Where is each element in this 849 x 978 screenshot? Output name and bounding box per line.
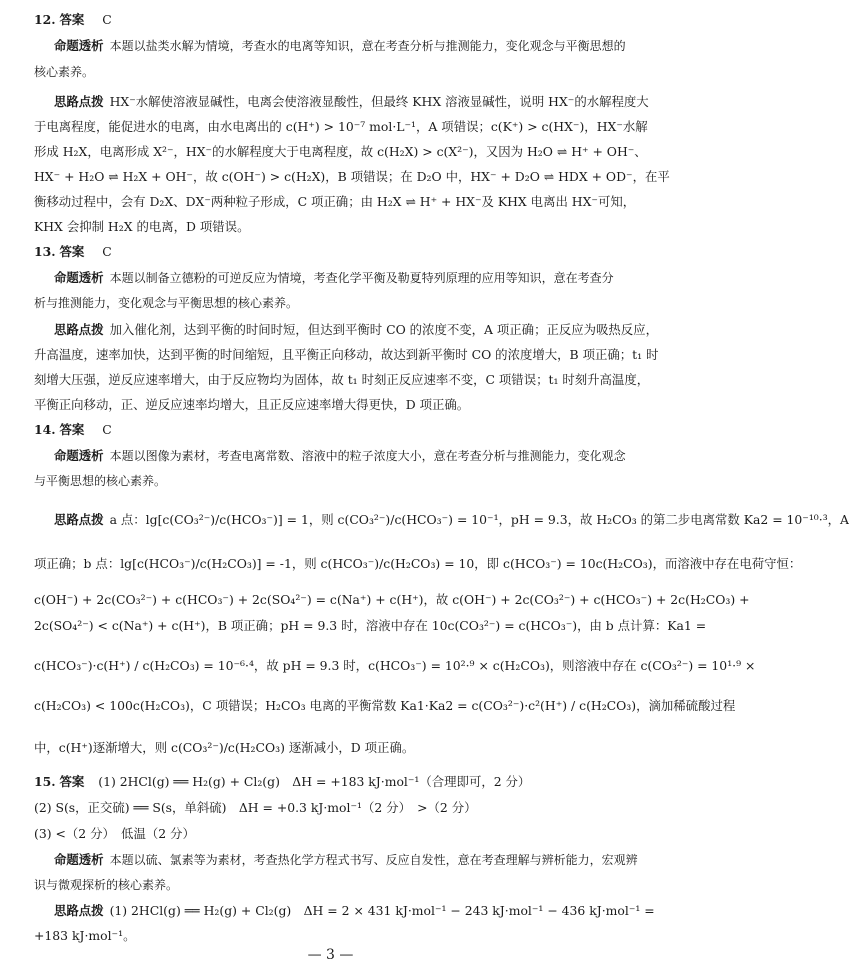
- q12-number: 12.: [34, 12, 56, 27]
- q14-line-2: 思路点拨 a 点：lg[c(CO₃²⁻)/c(HCO₃⁻)] = 1，则 c(CO₃²⁻)/c(HCO₃⁻) = 10⁻¹，pH = 9.3，故 H₂CO₃ 的第二步电离常数 Ka2 = 10⁻¹⁰·³，A: [54, 512, 849, 527]
- q14-line-7: c(H₂CO₃) < 100c(H₂CO₃)，C 项错误；H₂CO₃ 电离的平衡常数 Ka1·Ka2 = c(CO₃²⁻)·c²(H⁺) / c(H₂CO₃)，滴加稀硫酸过程: [34, 698, 736, 713]
- q14-line-0: 命题透析 本题以图像为素材，考查电离常数、溶液中的粒子浓度大小，意在考查分析与推测能力，变化观念: [54, 448, 626, 463]
- q13-number: 13.: [34, 244, 56, 259]
- q14-answer-label: 答案: [59, 422, 85, 437]
- page-number: — 3 —: [307, 947, 354, 963]
- q15-answer-label: 答案: [59, 774, 85, 789]
- q14-header: [34, 422, 695, 438]
- q12-answer: C: [102, 12, 112, 27]
- q12-line-1: 核心素养。: [34, 65, 95, 79]
- q13-answer-label: 答案: [59, 244, 85, 259]
- q15-answer-line-0: (1) 2HCl(g) ══ H₂(g) + Cl₂(g) ΔH = +183 kJ·mol⁻¹（合理即可，2 分）: [98, 774, 531, 789]
- q15-line-2: 思路点拨 (1) 2HCl(g) ══ H₂(g) + Cl₂(g) ΔH = 2 × 431 kJ·mol⁻¹ − 243 kJ·mol⁻¹ − 436 kJ·mol⁻¹ =: [54, 903, 655, 918]
- q12-answer-label: 答案: [59, 12, 85, 27]
- q15-header: [34, 774, 695, 790]
- q14-line-4: c(OH⁻) + 2c(CO₃²⁻) + c(HCO₃⁻) + 2c(SO₄²⁻) = c(Na⁺) + c(H⁺)，故 c(OH⁻) + 2c(CO₃²⁻) + c(HCO₃⁻) + 2c(H₂CO₃) +: [34, 592, 750, 607]
- q13-line-1: 析与推测能力，变化观念与平衡思想的核心素养。: [34, 296, 299, 310]
- q12-line-0: 命题透析 本题以盐类水解为情境，考查水的电离等知识，意在考查分析与推测能力，变化观念与平衡思想的: [54, 38, 626, 53]
- q12-line-3: 于电离程度，能促进水的电离，由水电离出的 c(H⁺) > 10⁻⁷ mol·L⁻¹，A 项错误；c(K⁺) > c(HX⁻)，HX⁻水解: [34, 119, 648, 134]
- q12-line-7: KHX 会抑制 H₂X 的电离，D 项错误。: [34, 219, 250, 234]
- q12-line-6: 衡移动过程中，会有 D₂X、DX⁻两种粒子形成，C 项正确；由 H₂X ⇌ H⁺ + HX⁻及 KHX 电离出 HX⁻可知，: [34, 194, 636, 209]
- q15-answer-line-2: (3) <（2 分） 低温（2 分）: [34, 826, 195, 841]
- q14-number: 14.: [34, 422, 56, 437]
- q13-header: [34, 244, 695, 260]
- q13-line-4: 刻增大压强，逆反应速率增大，由于反应物均为固体，故 t₁ 时刻正反应速率不变，C 项错误；t₁ 时刻升高温度，: [34, 372, 650, 387]
- q13-line-0: 命题透析 本题以制备立德粉的可逆反应为情境，考查化学平衡及勒夏特列原理的应用等知识，意在考查分: [54, 270, 614, 285]
- q13-line-5: 平衡正向移动，正、逆反应速率均增大，且正反应速率增大得更快，D 项正确。: [34, 397, 470, 412]
- q13-answer: C: [102, 244, 112, 259]
- q15-answer-line-1: (2) S(s，正交硫) ══ S(s，单斜硫) ΔH = +0.3 kJ·mol⁻¹（2 分） >（2 分）: [34, 800, 477, 815]
- q14-line-3: 项正确；b 点：lg[c(HCO₃⁻)/c(H₂CO₃)] = -1，则 c(HCO₃⁻)/c(H₂CO₃) = 10，即 c(HCO₃⁻) = 10c(H₂CO₃)，而溶液中存在电荷守恒：: [34, 556, 802, 571]
- q14-answer: C: [102, 422, 112, 437]
- q15-line-1: 识与微观探析的核心素养。: [34, 878, 179, 892]
- q15-number: 15.: [34, 774, 56, 789]
- q13-line-3: 升高温度，速率加快，达到平衡的时间缩短，且平衡正向移动，故达到新平衡时 CO 的浓度增大，B 项正确；t₁ 时: [34, 347, 659, 362]
- q12-line-2: 思路点拨 HX⁻水解使溶液显碱性，电离会使溶液显酸性，但最终 KHX 溶液显碱性，说明 HX⁻的水解程度大: [54, 94, 649, 109]
- q13-line-2: 思路点拨 加入催化剂，达到平衡的时间时短，但达到平衡时 CO 的浓度不变，A 项正确；正反应为吸热反应，: [54, 322, 658, 337]
- q14-line-5: 2c(SO₄²⁻) < c(Na⁺) + c(H⁺)，B 项正确；pH = 9.3 时，溶液中存在 10c(CO₃²⁻) = c(HCO₃⁻)，由 b 点计算：Ka1 =: [34, 618, 707, 633]
- q14-line-1: 与平衡思想的核心素养。: [34, 474, 167, 488]
- q14-line-8: 中，c(H⁺)逐渐增大，则 c(CO₃²⁻)/c(H₂CO₃) 逐渐减小，D 项正确。: [34, 740, 415, 755]
- q12-header: [34, 12, 695, 28]
- q15-line-0: 命题透析 本题以硫、氯素等为素材，考查热化学方程式书写、反应自发性，意在考查理解与辨析能力，宏观辨: [54, 852, 638, 867]
- q15-line-3: +183 kJ·mol⁻¹。: [34, 928, 136, 943]
- q14-line-6: c(HCO₃⁻)·c(H⁺) / c(H₂CO₃) = 10⁻⁶·⁴，故 pH = 9.3 时，c(HCO₃⁻) = 10²·⁹ × c(H₂CO₃)，则溶液中存在 c(CO₃²⁻) = 10¹·⁹ ×: [34, 658, 756, 673]
- q12-line-5: HX⁻ + H₂O ⇌ H₂X + OH⁻，故 c(OH⁻) > c(H₂X)，B 项错误；在 D₂O 中，HX⁻ + D₂O ⇌ HDX + OD⁻，在平: [34, 169, 670, 184]
- q12-line-4: 形成 H₂X，电离形成 X²⁻，HX⁻的水解程度大于电离程度，故 c(H₂X) > c(X²⁻)，又因为 H₂O ⇌ H⁺ + OH⁻、: [34, 144, 647, 159]
